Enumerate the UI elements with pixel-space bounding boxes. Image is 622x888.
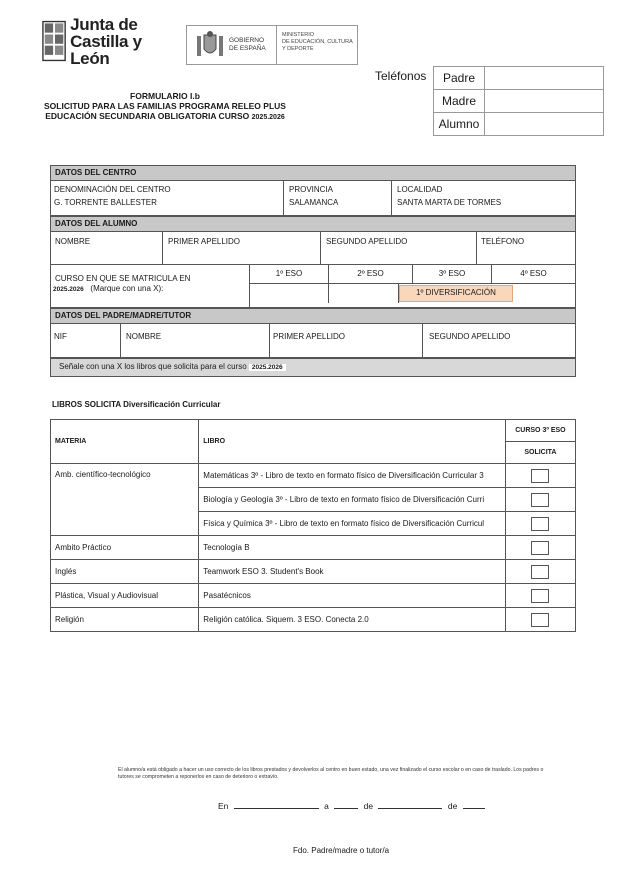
books-title: LIBROS SOLICITA Diversificación Curricular xyxy=(52,400,221,409)
tel-padre-field[interactable] xyxy=(485,67,604,90)
sign-place-field[interactable] xyxy=(234,808,319,809)
row-libro-teamwork: Teamwork ESO 3. Student's Book xyxy=(199,560,506,584)
tel-madre-field[interactable] xyxy=(485,90,604,113)
note-year: 2025.2026 xyxy=(249,364,286,371)
row-libro-religion: Religión católica. Siquem. 3 ESO. Conecta 2.0 xyxy=(199,608,506,632)
jcyl-line2: Castilla y León xyxy=(70,31,142,68)
curso-2eso-mark[interactable] xyxy=(329,284,399,303)
row-libro-fisica: Física y Química 3º - Libro de texto en formato físico de Diversificación Curricul xyxy=(199,512,506,536)
col-libro: LIBRO xyxy=(199,420,506,464)
curso-2eso-label: 2º ESO xyxy=(329,265,413,283)
row-materia-ambcient: Amb. científico-tecnológico xyxy=(51,464,199,536)
col-materia: MATERIA xyxy=(51,420,199,464)
form-title xyxy=(40,91,290,123)
curso-1eso-mark[interactable] xyxy=(250,284,329,303)
checkbox-biologia[interactable] xyxy=(531,493,549,507)
note-bar xyxy=(50,358,576,377)
tutor-section xyxy=(50,308,576,358)
row-materia-practico: Ambito Práctico xyxy=(51,536,199,560)
gobierno-line1: GOBIERNO xyxy=(229,37,265,44)
diversificacion-badge[interactable]: 1º DIVERSIFICACIÓN xyxy=(399,285,513,302)
centro-section xyxy=(50,165,576,216)
tel-padre-label: Padre xyxy=(434,67,485,90)
curso-3eso-label: 3º ESO xyxy=(413,265,492,283)
checkbox-fisica[interactable] xyxy=(531,517,549,531)
alumno-primer-apellido-field[interactable]: PRIMER APELLIDO xyxy=(163,232,321,264)
jcyl-line1: Junta de xyxy=(70,14,138,34)
denominacion-value[interactable]: G. TORRENTE BALLESTER xyxy=(54,198,157,207)
row-libro-biologia: Biología y Geología 3º - Libro de texto en formato físico de Diversificación Curri xyxy=(199,488,506,512)
denominacion-label: DENOMINACIÓN DEL CENTRO xyxy=(54,185,171,194)
alumno-telefono-field[interactable]: TELÉFONO xyxy=(481,237,525,246)
curso-year: 2025.2026 xyxy=(53,286,84,293)
provincia-label: PROVINCIA xyxy=(289,185,334,194)
title-line1: FORMULARIO I.b xyxy=(130,91,200,101)
checkbox-ingles[interactable] xyxy=(531,565,549,579)
ministerio-line1: MINISTERIO xyxy=(282,32,315,38)
tutor-nombre-field[interactable]: NOMBRE xyxy=(121,324,270,358)
gobierno-espana-logo xyxy=(186,25,358,65)
sign-a: a xyxy=(324,801,329,811)
row-materia-ingles: Inglés xyxy=(51,560,199,584)
sign-en: En xyxy=(218,801,229,811)
alumno-section xyxy=(50,216,576,308)
curso-label: CURSO EN QUE SE MATRICULA EN xyxy=(55,274,191,283)
sign-de2: de xyxy=(447,801,458,811)
alumno-segundo-apellido-field[interactable]: SEGUNDO APELLIDO xyxy=(321,232,477,264)
sign-year-field[interactable] xyxy=(463,808,485,809)
provincia-value[interactable]: SALAMANCA xyxy=(289,198,339,207)
ministerio-line3: Y DEPORTE xyxy=(282,46,314,52)
row-materia-plastica: Plástica, Visual y Audiovisual xyxy=(51,584,199,608)
legal-text: El alumno/a está obligado a hacer un uso correcto de los libros prestados y devolverlos al centro en buen estado, una vez finalizado el curso escolar o en caso de traslado. Los padres o tutores se comprometen a reponerlos en caso de deterioro o extravío. xyxy=(118,767,544,780)
telefonos-label: Teléfonos xyxy=(375,69,427,83)
ministerio-line2: DE EDUCACIÓN, CULTURA xyxy=(282,39,353,45)
tel-madre-label: Madre xyxy=(434,90,485,113)
tutor-heading: DATOS DEL PADRE/MADRE/TUTOR xyxy=(51,309,575,324)
checkbox-plastica[interactable] xyxy=(531,589,549,603)
coat-of-arms-icon xyxy=(42,18,66,64)
sign-de1: de xyxy=(363,801,374,811)
curso-4eso-label: 4º ESO xyxy=(520,269,547,278)
books-table xyxy=(50,419,576,632)
curso-options xyxy=(250,265,575,307)
row-libro-matematicas: Matemáticas 3º - Libro de texto en formato físico de Diversificación Curricular 3 xyxy=(199,464,506,488)
curso-label-cell xyxy=(51,265,250,307)
row-libro-pasatecnicos: Pasatécnicos xyxy=(199,584,506,608)
sign-line xyxy=(218,801,488,811)
gobierno-line2: DE ESPAÑA xyxy=(229,45,266,52)
localidad-cell xyxy=(392,181,575,215)
localidad-value[interactable]: SANTA MARTA DE TORMES xyxy=(397,198,502,207)
provincia-cell xyxy=(284,181,392,215)
row-libro-tecnologia: Tecnología B xyxy=(199,536,506,560)
checkbox-matematicas[interactable] xyxy=(531,469,549,483)
telefonos-table xyxy=(433,66,604,136)
tutor-primer-apellido-field[interactable]: PRIMER APELLIDO xyxy=(270,324,423,358)
curso-hint: (Marque con una X): xyxy=(90,284,164,293)
alumno-heading: DATOS DEL ALUMNO xyxy=(51,217,575,232)
title-year: 2025.2026 xyxy=(251,114,285,121)
title-line2: SOLICITUD PARA LAS FAMILIAS PROGRAMA RELEO PLUS xyxy=(44,101,286,111)
localidad-label: LOCALIDAD xyxy=(397,185,443,194)
junta-castilla-leon-logo xyxy=(42,16,177,66)
tel-alumno-label: Alumno xyxy=(434,113,485,136)
sign-month-field[interactable] xyxy=(378,808,442,809)
spain-crest-icon xyxy=(195,30,225,60)
curso-4eso-mark[interactable] xyxy=(513,284,575,303)
denominacion-cell xyxy=(51,181,284,215)
title-line3: EDUCACIÓN SECUNDARIA OBLIGATORIA CURSO xyxy=(45,111,250,121)
tutor-segundo-apellido-field[interactable]: SEGUNDO APELLIDO xyxy=(429,332,511,341)
row-materia-religion: Religión xyxy=(51,608,199,632)
checkbox-tecnologia[interactable] xyxy=(531,541,549,555)
tutor-nif-field[interactable]: NIF xyxy=(51,324,121,358)
col-curso: CURSO 3º ESO xyxy=(505,420,575,442)
checkbox-religion[interactable] xyxy=(531,613,549,627)
centro-heading: DATOS DEL CENTRO xyxy=(51,166,575,181)
curso-1eso-label: 1º ESO xyxy=(250,265,329,283)
sign-day-field[interactable] xyxy=(334,808,358,809)
col-solicita: SOLICITA xyxy=(505,442,575,464)
tel-alumno-field[interactable] xyxy=(485,113,604,136)
alumno-nombre-field[interactable]: NOMBRE xyxy=(51,232,163,264)
firma-label: Fdo. Padre/madre o tutor/a xyxy=(293,846,390,855)
note-text: Señale con una X los libros que solicita para el curso xyxy=(59,362,247,371)
